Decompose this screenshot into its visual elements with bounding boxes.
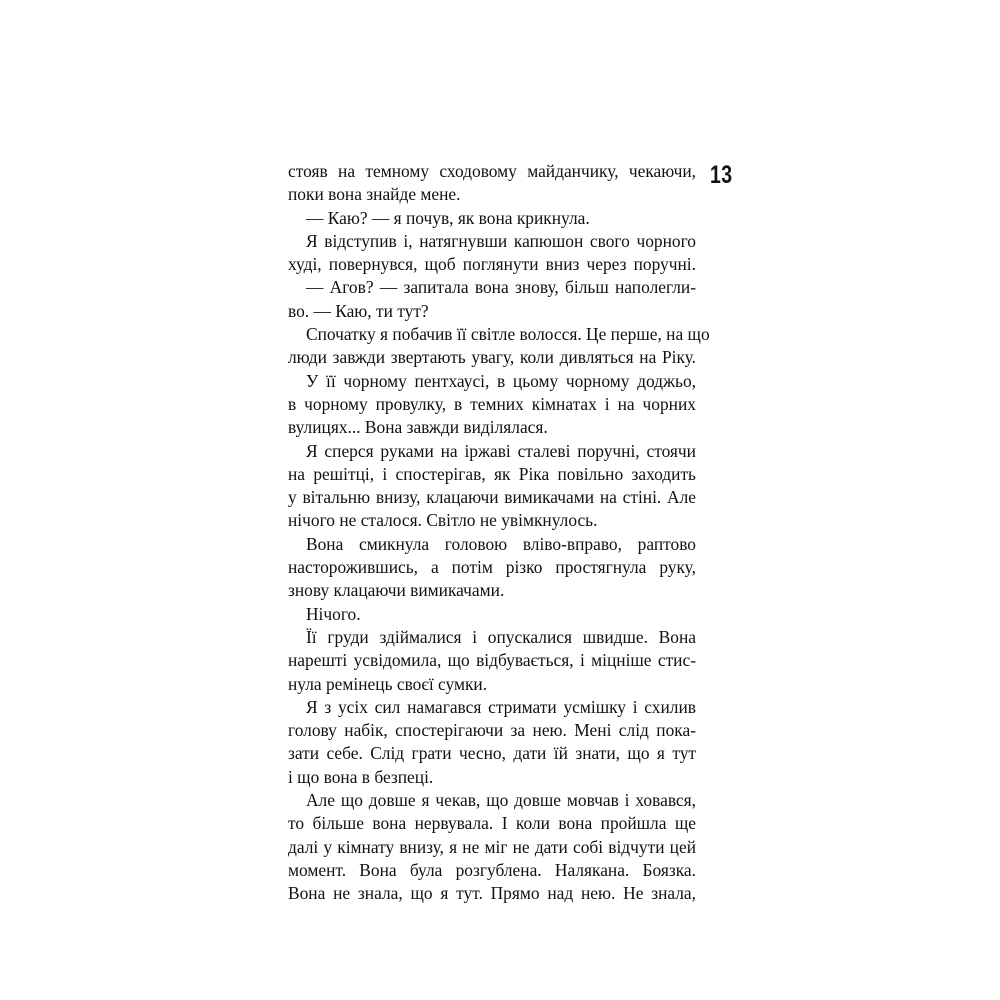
text-line: момент. Вона була розгублена. Налякана. Боязка. (288, 859, 696, 880)
text-line: — Каю? — я почув, як вона крикнула. (306, 207, 590, 228)
text-line: во. — Каю, ти тут? (288, 300, 429, 321)
text-line: вулицях... Вона завжди виділялася. (288, 417, 548, 438)
text-line: Вона смикнула головою вліво-вправо, раптово (306, 533, 696, 554)
text-line: Спочатку я побачив її світле волосся. Це перше, на що (306, 324, 710, 345)
text-line: нула ремінець своєї сумки. (288, 673, 488, 694)
text-line: нічого не сталося. Світло не увімкнулось. (288, 510, 598, 531)
text-line: Нічого. (306, 603, 361, 624)
text-line: — Агов? — запитала вона знову, більш наполегли- (306, 277, 696, 298)
text-line: Я сперся руками на іржаві сталеві поручні, стоячи (306, 440, 696, 461)
text-line: Я відступив і, натягнувши капюшон свого чорного (306, 230, 696, 251)
text-line: у вітальню внизу, клацаючи вимикачами на стіні. Але (288, 487, 696, 508)
text-line: У її чорному пентхаусі, в цьому чорному доджьо, (306, 370, 696, 391)
text-line: голову набік, спостерігаючи за нею. Мені слід пока- (288, 720, 696, 741)
text-line: далі у кімнату внизу, я не міг не дати собі відчути цей (288, 836, 696, 857)
text-line: на решітці, і спостерігав, як Ріка повільно заходить (288, 463, 696, 484)
text-line: Вона не знала, що я тут. Прямо над нею. Не знала, (288, 883, 696, 904)
text-line: поки вона знайде мене. (288, 184, 461, 205)
text-line: насторожившись, а потім різко простягнула руку, (288, 557, 696, 578)
text-line: Але що довше я чекав, що довше мовчав і ховався, (306, 790, 696, 811)
text-line: стояв на темному сходовому майданчику, чекаючи, (288, 161, 696, 181)
text-line: в чорному провулку, в темних кімнатах і на чорних (288, 393, 696, 414)
text-line: знову клацаючи вимикачами. (288, 580, 505, 601)
text-line: худі, повернувся, щоб поглянути вниз через поручні. (288, 254, 696, 275)
text-line: нарешті усвідомила, що відбувається, і міцніше стис- (288, 650, 696, 671)
text-line: Я з усіх сил намагався стримати усмішку і схилив (306, 696, 696, 717)
text-line: люди завжди звертають увагу, коли дивляться на Ріку. (288, 347, 696, 368)
text-line: і що вона в безпеці. (288, 766, 434, 787)
text-line: то більше вона нервувала. І коли вона пройшла ще (288, 813, 696, 834)
text-line: Її груди здіймалися і опускалися швидше. Вона (306, 626, 696, 647)
text-line: зати себе. Слід грати чесно, дати їй знати, що я тут (288, 743, 696, 764)
page-number: 13 (710, 161, 733, 189)
body-text (288, 160, 710, 906)
